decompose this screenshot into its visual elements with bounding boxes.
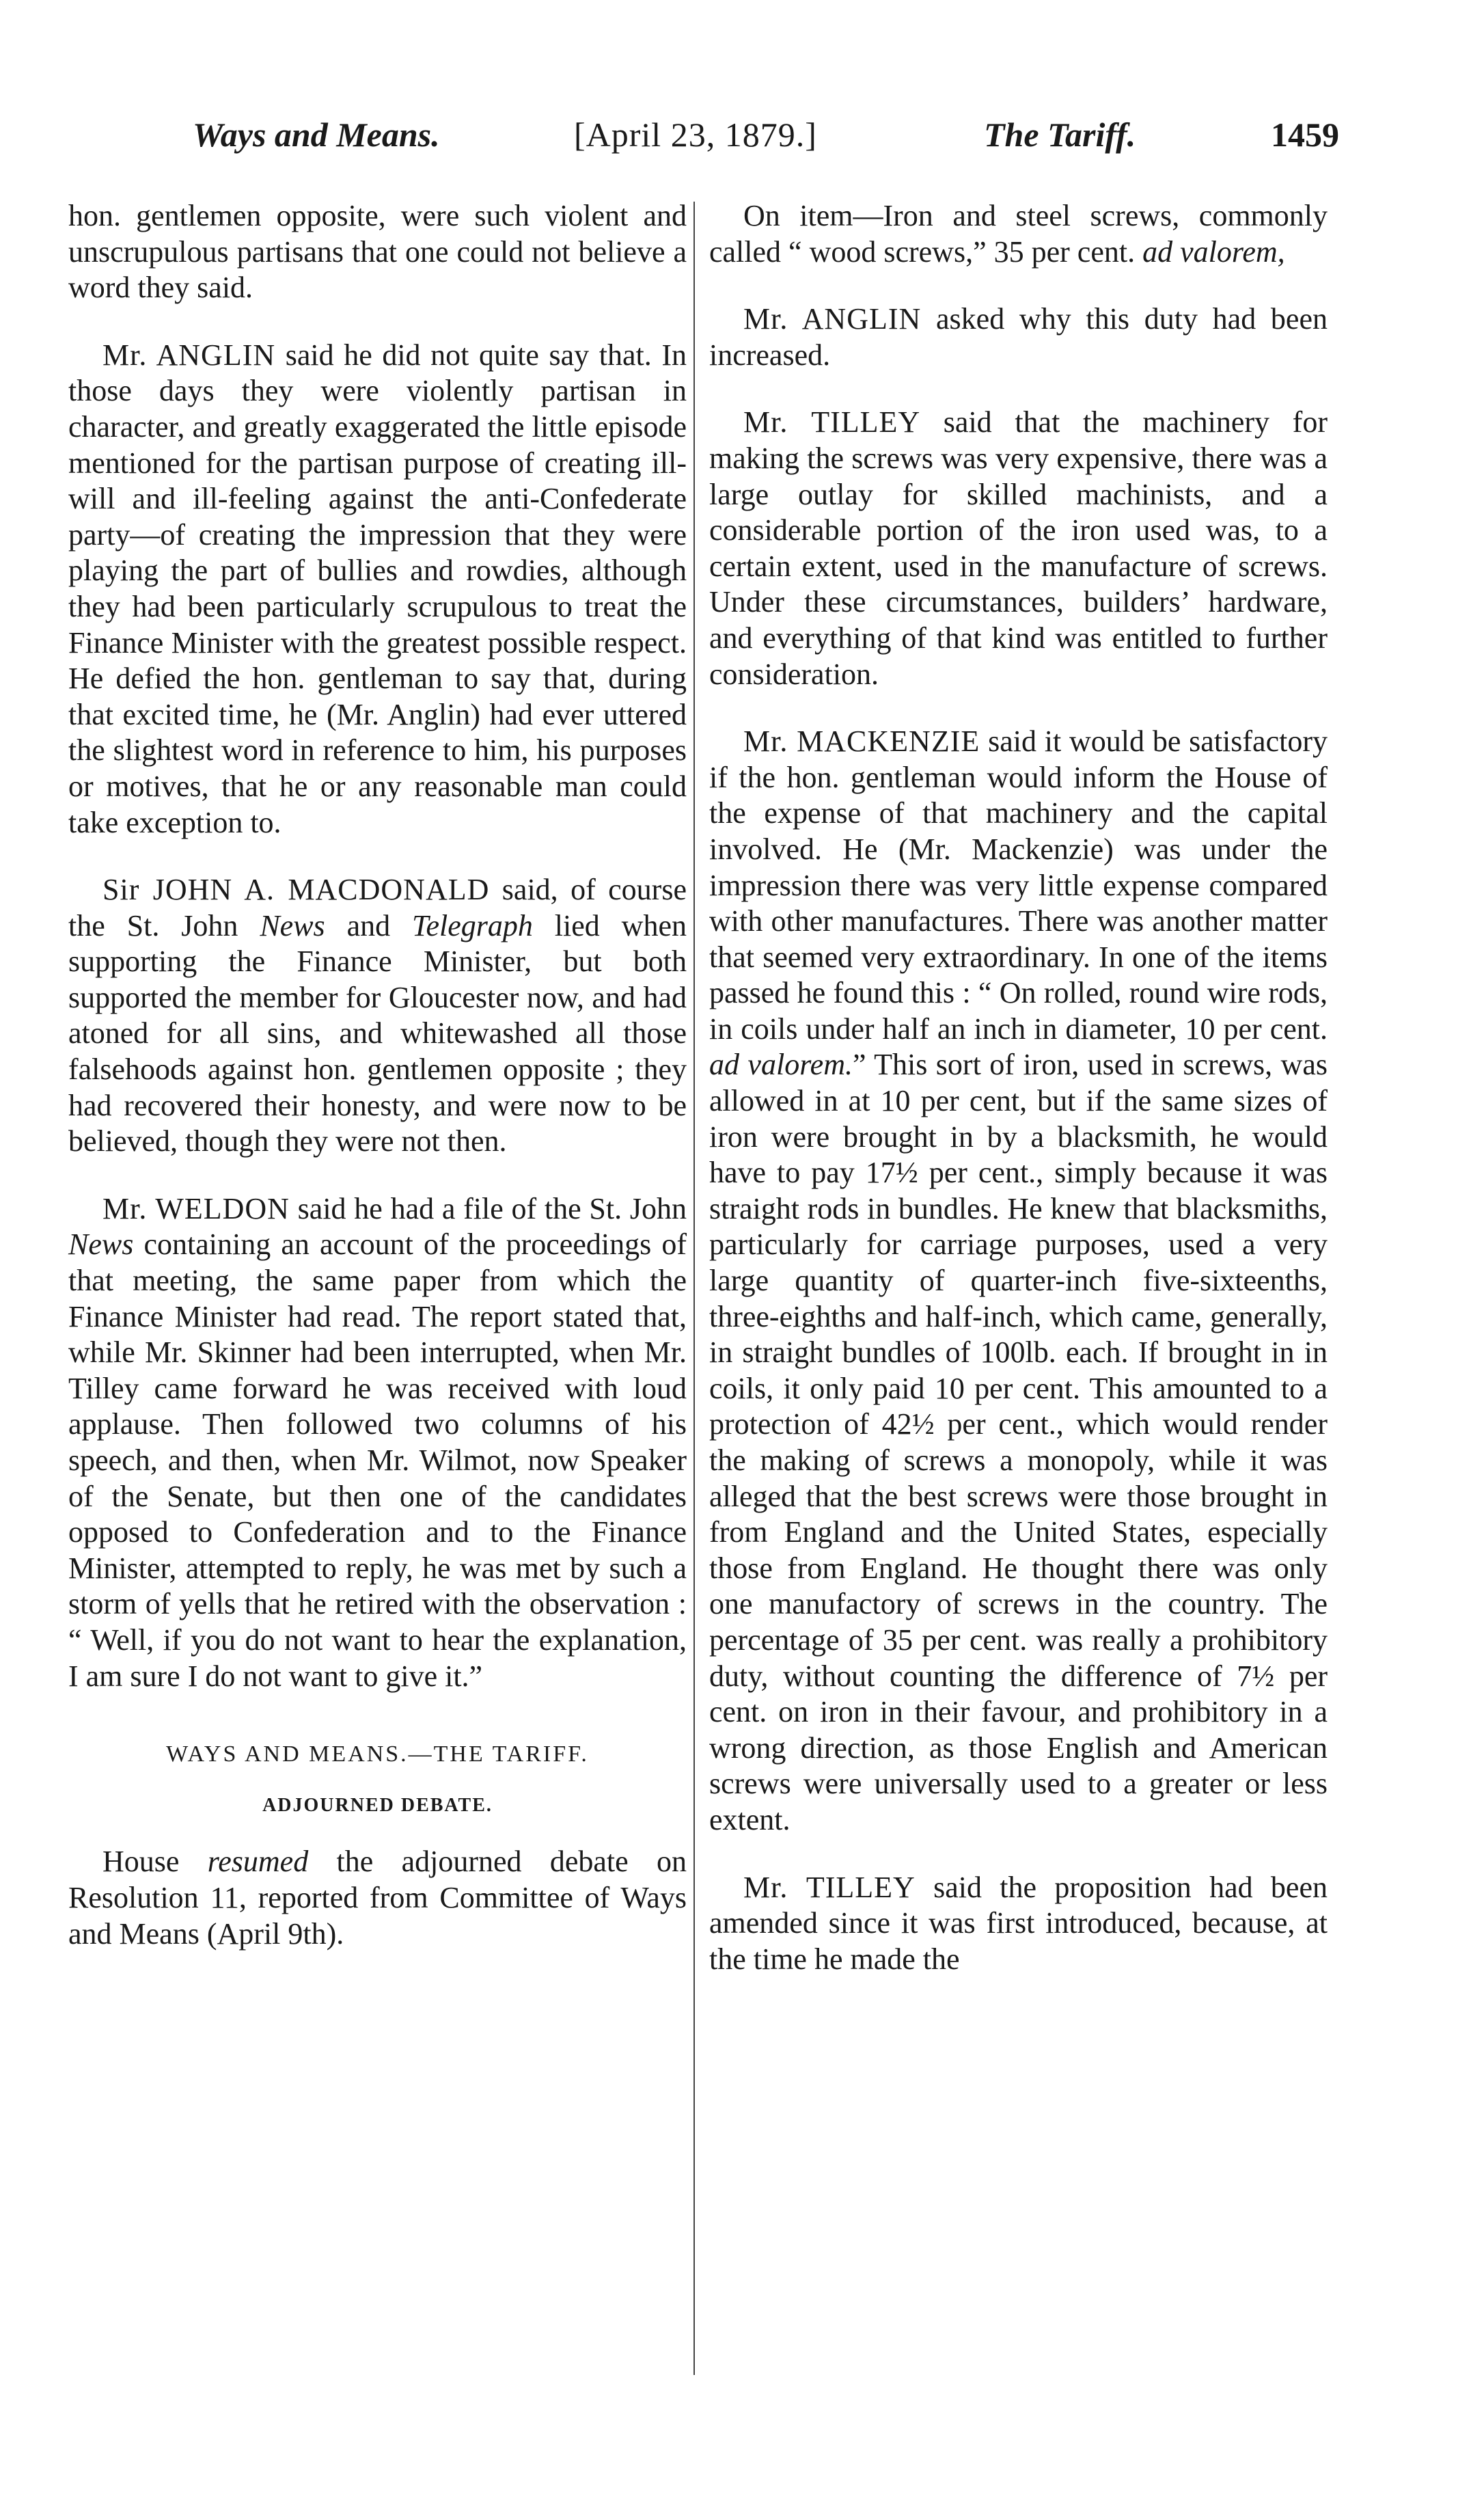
- paragraph: [709, 198, 1328, 270]
- running-head-topic: The Tariff.: [984, 116, 1136, 154]
- paragraph: [709, 301, 1328, 373]
- paragraph-text: said that the machinery for making the screws was very expensive, there was a large outlay for skilled machinists, and a considerable portion of the iron used was, to a certain extent, used in the manufacture of screws. Under these circumstances, builders’ hardware, and everything of that kind was entitled to further consideration.: [709, 405, 1328, 691]
- speaker-name: Mr. MACKENZIE: [743, 724, 980, 759]
- speaker-name: Sir JOHN A. MACDONALD: [102, 873, 490, 907]
- paragraph-text: containing an account of the proceedings of that meeting, the same paper from which the Finance Minister had read. The report stated that, while Mr. Skinner had been interrupted, when Mr. Tilley came forward he was received with loud applause. Then followed two columns of his speech, and then, when Mr. Wilmot, now Speaker of the Senate, but then one of the candidates opposed to Confederation and to the Finance Minister, attempted to reply, he was met by such a storm of yells that he retired with the observation : “ Well, if you do not want to hear the explanation, I am sure I do not want to give it.”: [68, 1227, 687, 1693]
- paragraph-text: hon. gentlemen opposite, were such violent and unscrupulous partisans that one could not believe a word they said.: [68, 199, 687, 305]
- paragraph: [68, 1191, 687, 1694]
- paragraph-text: House: [102, 1845, 208, 1879]
- paragraph: [709, 1870, 1328, 1978]
- page-number: 1459: [1271, 116, 1339, 154]
- paragraph-text: ” This sort of iron, used in screws, was allowed in at 10 per cent, but if the same sizes of iron were brought in by a blacksmith, he would have to pay 17½ per cent., simply because it was straight rods in bundles. He knew that blacksmiths, particularly for carriage purposes, used a very large quantity of quarter-inch five-sixteenths, three-eighths and half-inch, which came, generally, in straight bundles of 100lb. each. If brought in in coils, it only paid 10 per cent. This amounted to a protection of 42½ per cent., which would render the making of screws a monopoly, while it was alleged that the best screws were those brought in from England and the United States, especially those from England. He thought there was only one manufactory of screws in the country. The percentage of 35 per cent. was really a prohibitory duty, without counting the difference of 7½ per cent. on iron in their favour, and prohibitory in a wrong direction, as those English and American screws were universally used to a greater or less extent.: [709, 1048, 1328, 1836]
- latin-phrase: ad valorem.: [709, 1048, 853, 1082]
- paragraph-text: said he had a file of the St. John: [289, 1191, 687, 1225]
- page-header: [178, 115, 1339, 176]
- paragraph: [68, 872, 687, 1160]
- paragraph: [68, 198, 687, 306]
- paragraph-text: and: [325, 908, 413, 942]
- paragraph: [68, 338, 687, 841]
- paragraph-text: On item—Iron and steel screws, commonly called “ wood screws,” 35 per cent.: [709, 199, 1328, 269]
- running-head-date: [April 23, 1879.]: [574, 116, 817, 154]
- paragraph: [709, 405, 1328, 692]
- latin-phrase: ad valorem,: [1142, 234, 1285, 269]
- emphasis-text: resumed: [207, 1845, 309, 1879]
- newspaper-title: News: [68, 1227, 134, 1262]
- speaker-name: Mr. TILLEY: [743, 405, 921, 439]
- speaker-name: Mr. TILLEY: [743, 1870, 916, 1904]
- speaker-name: Mr. ANGLIN: [743, 302, 922, 336]
- speaker-name: Mr. WELDON: [102, 1191, 290, 1225]
- newspaper-title: News: [260, 908, 325, 942]
- paragraph: [709, 724, 1328, 1838]
- paragraph-text: lied when supporting the Finance Minister, but both supported the member for Gloucester now, and had atoned for all sins, and whitewashed all those falsehoods against hon. gentlemen opposite ; they had recovered their honesty, and were now to be believed, though they were not then.: [68, 908, 687, 1158]
- section-heading: WAYS AND MEANS.—THE TARIFF.: [166, 1741, 589, 1767]
- running-head-left: Ways and Means.: [193, 116, 440, 154]
- paragraph-text: said it would be satisfactory if the hon. gentleman would inform the House of the expense of that machinery and the capital involved. He (Mr. Mackenzie) was under the impression there was very little expense compared with other manufactures. There was another matter that seemed very extraordinary. In one of the items passed he found this : “ On rolled, round wire rods, in coils under half an inch in diameter, 10 per cent.: [709, 724, 1328, 1046]
- sub-heading: ADJOURNED DEBATE.: [262, 1794, 493, 1816]
- paragraph: [68, 1844, 687, 1952]
- right-column: [709, 198, 1328, 2009]
- paragraph-text: said the proposition had been amended since it was first introduced, because, at the time he made the: [709, 1870, 1328, 1976]
- paragraph-text: said, of course the St. John: [68, 873, 687, 942]
- speaker-name: Mr. ANGLIN: [102, 338, 276, 372]
- paragraph-text: the adjourned debate on Resolution 11, reported from Committee of Ways and Means (April 9th).: [68, 1845, 687, 1951]
- column-divider: [693, 202, 695, 2375]
- newspaper-title: Telegraph: [412, 908, 533, 942]
- paragraph-text: asked why this duty had been increased.: [709, 302, 1328, 372]
- paragraph-text: said he did not quite say that. In those days they were violently partisan in character, and greatly exaggerated the little episode mentioned for the partisan purpose of creating ill-will and ill-feeling against the anti-Confederate party—of creating the impression that they were playing the part of bullies and rowdies, although they had been particularly scrupulous to treat the Finance Minister with the greatest possible respect. He defied the hon. gentleman to say that, during that excited time, he (Mr. Anglin) had ever uttered the slightest word in reference to him, his purposes or motives, that he or any reasonable man could take exception to.: [68, 338, 687, 839]
- left-column: [68, 198, 687, 1983]
